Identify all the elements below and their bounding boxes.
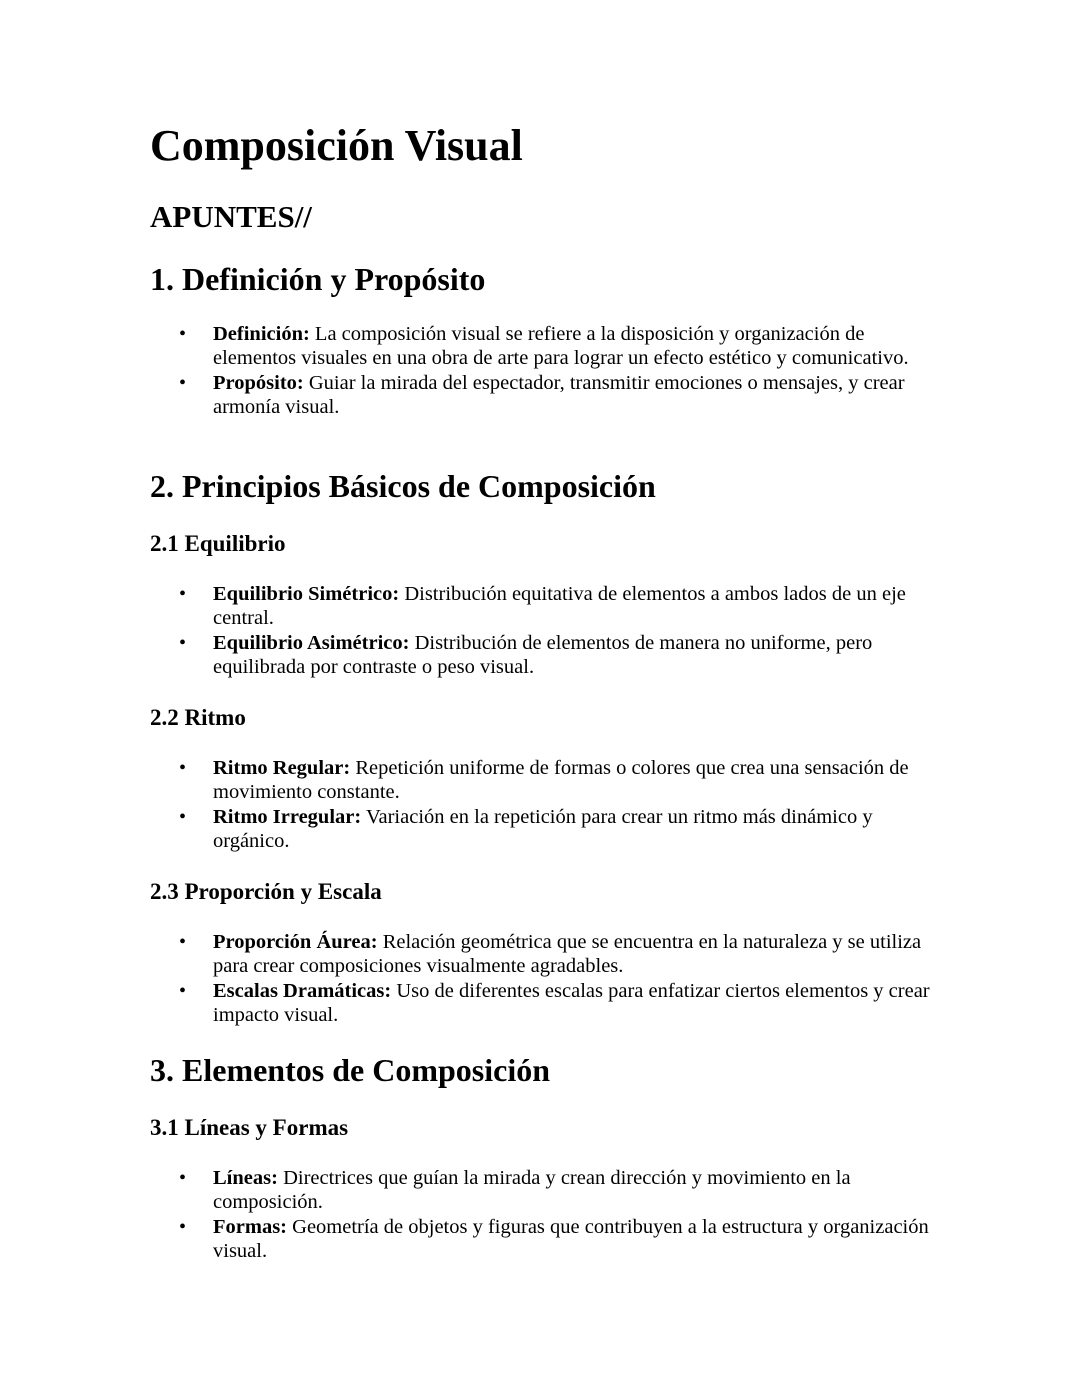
bullet-list-lineas — [150, 1166, 950, 1264]
bullet-icon: • — [179, 757, 187, 779]
section-heading-principios: 2. Principios Básicos de Composición — [150, 468, 656, 504]
item-term: Formas: — [213, 1215, 288, 1238]
item-text: Repetición uniforme de formas o colores que crea una sensación de movimiento constante. — [213, 757, 909, 804]
bullet-icon: • — [179, 931, 187, 953]
subsection-heading-proporcion: 2.3 Proporción y Escala — [150, 879, 382, 904]
bullet-icon: • — [179, 1215, 187, 1238]
bullet-list-equilibrio — [150, 582, 950, 680]
bullet-icon: • — [179, 323, 187, 345]
item-text: Guiar la mirada del espectador, transmitir emociones o mensajes, y crear armonía visual. — [213, 371, 905, 419]
item-term: Definición: — [213, 323, 310, 345]
subsection-heading-equilibrio: 2.1 Equilibrio — [150, 531, 286, 556]
bullet-list-proporcion — [150, 930, 950, 1028]
item-term: Equilibrio Simétrico: — [213, 583, 400, 605]
item-text: La composición visual se refiere a la disposición y organización de elementos visuales en una obra de arte para lograr un efecto estético y comunicativo. — [213, 323, 909, 370]
item-text: Variación en la repetición para crear un ritmo más dinámico y orgánico. — [213, 805, 873, 853]
bullet-icon: • — [179, 371, 187, 394]
bullet-icon: • — [179, 583, 187, 605]
document-title: Composición Visual — [150, 121, 523, 170]
item-term: Ritmo Irregular: — [213, 805, 362, 828]
subsection-heading-ritmo: 2.2 Ritmo — [150, 705, 246, 730]
bullet-icon: • — [179, 1167, 187, 1189]
list-item — [150, 930, 950, 979]
list-item — [150, 756, 950, 805]
subsection-heading-lineas: 3.1 Líneas y Formas — [150, 1115, 349, 1140]
bullet-icon: • — [179, 979, 187, 1002]
list-item — [150, 1166, 950, 1215]
list-item — [150, 979, 950, 1028]
list-item — [150, 805, 950, 854]
item-term: Propósito: — [213, 371, 304, 394]
item-text: Directrices que guían la mirada y crean dirección y movimiento en la composición. — [213, 1167, 851, 1214]
item-term: Líneas: — [213, 1167, 278, 1189]
list-item — [150, 631, 950, 680]
bullet-icon: • — [179, 631, 187, 654]
item-term: Ritmo Regular: — [213, 757, 351, 779]
bullet-icon: • — [179, 805, 187, 828]
item-text: Uso de diferentes escalas para enfatizar ciertos elementos y crear impacto visual. — [213, 979, 930, 1027]
item-term: Proporción Áurea: — [213, 931, 378, 953]
bullet-list-ritmo — [150, 756, 950, 854]
item-text: Geometría de objetos y figuras que contribuyen a la estructura y organización visual. — [213, 1215, 929, 1263]
notes-label: APUNTES// — [150, 199, 312, 234]
item-term: Escalas Dramáticas: — [213, 979, 392, 1002]
item-term: Equilibrio Asimétrico: — [213, 631, 410, 654]
list-item — [150, 322, 950, 371]
item-text: Distribución de elementos de manera no uniforme, pero equilibrada por contraste o peso visual. — [213, 631, 873, 679]
item-text: Relación geométrica que se encuentra en la naturaleza y se utiliza para crear composiciones visualmente agradables. — [213, 931, 922, 978]
section-heading-elementos: 3. Elementos de Composición — [150, 1052, 550, 1088]
section-heading-definicion: 1. Definición y Propósito — [150, 261, 486, 297]
list-item — [150, 371, 950, 420]
list-item — [150, 1215, 950, 1264]
bullet-list-definicion — [150, 322, 950, 420]
list-item — [150, 582, 950, 631]
item-text: Distribución equitativa de elementos a ambos lados de un eje central. — [213, 583, 906, 630]
